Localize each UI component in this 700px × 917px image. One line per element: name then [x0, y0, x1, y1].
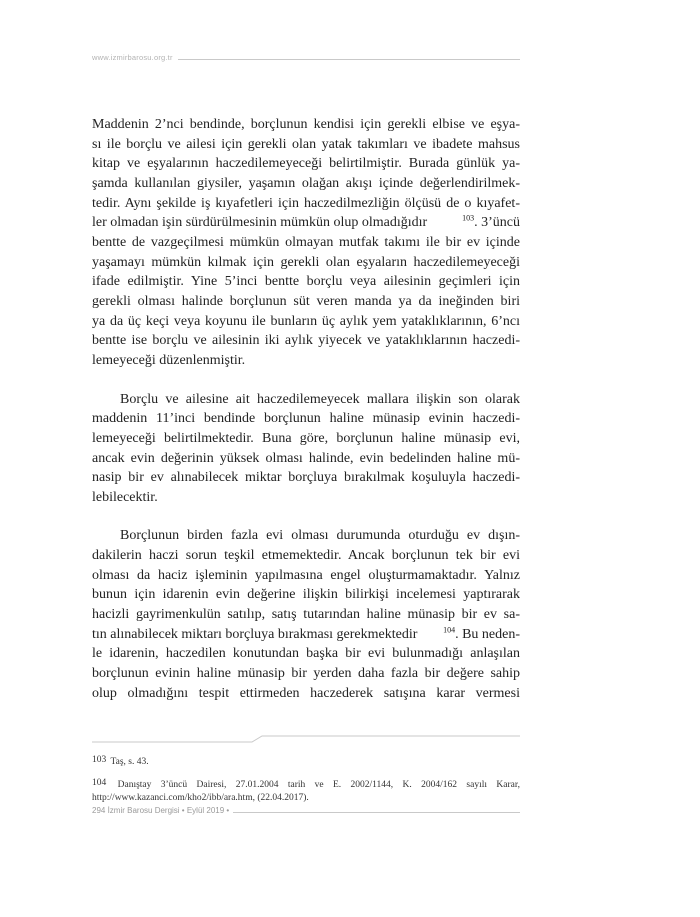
main-text — [92, 115, 520, 703]
text-line: bentte de vazgeçilmesi mümkün olmayan mutfak takımı ile bir ev içinde — [92, 234, 520, 250]
text-line: . Bu neden- — [455, 626, 520, 642]
text-line: lemeyeceği belirtilmektedir. Buna göre, borçlunun haline münasip evi, — [92, 430, 520, 446]
paragraph-3 — [92, 526, 520, 703]
footnote-number: 103 — [92, 755, 107, 765]
text-line: olup olmadığını tespit ettirmeden haczederek satışına karar vermesi — [92, 685, 520, 701]
text-line: kitap ve eşyalarının haczedilemeyeceği belirtilmiştir. Burada günlük ya- — [92, 156, 520, 172]
text-line: ya da üç keçi veya koyunu ile bunların üç aylık yem yataklıklarının, 6’ncı — [92, 313, 520, 329]
text-line: bentte ise borçlu ve ailesinin iki aylık yiyecek ve yataklıklarının haczedi- — [92, 333, 520, 349]
text-line: ifade edilmiştir. Yine 5’inci bentte borçlu veya ailesinin geçimleri için — [92, 274, 520, 290]
paragraph-1 — [92, 115, 520, 371]
text-line: olması da haciz işleminin yapılmasına engel oluşturmamaktadır. Yalnız — [92, 567, 520, 583]
text-line-with-footnote — [92, 213, 520, 233]
text-line: lebilecektir. — [92, 489, 158, 505]
text-line: le idarenin, haczedilen konutundan başka bir evi bulunmadığı anlaşılan — [92, 646, 520, 662]
text-line: borçlunun evinin haline münasip bir yerden daha fazla bir değere sahip — [92, 666, 520, 682]
text-line: sı ile borçlu ve ailesi için gerekli olan yatak takımları ve ibadete mahsus — [92, 136, 520, 152]
page-header — [92, 53, 520, 65]
text-line: dakilerin haczi sorun teşkil etmemektedir. Ancak borçlunun tek bir evi — [92, 548, 520, 564]
footer-text: 294 İzmir Barosu Dergisi • Eylül 2019 • — [92, 806, 233, 815]
footnote-ref-103[interactable]: 103 — [462, 213, 475, 223]
text-line-with-footnote — [92, 625, 520, 645]
text-line: bunun için idarenin evin değerine ilişkin bilirkişi incelemesi yaptırarak — [92, 587, 520, 603]
page-footer — [92, 806, 520, 818]
footnote-separator-line — [92, 734, 520, 744]
footnote-text: Danıştay 3’üncü Dairesi, 27.01.2004 tarih ve E. 2002/1144, K. 2004/162 sayılı Karar, http://www.kazanci.com/kho2/ibb/ara.htm, (22.04.2017). — [92, 780, 520, 803]
header-rule — [178, 59, 520, 60]
text-line: Maddenin 2’nci bendinde, borçlunun kendisi için gerekli elbise ve eşya- — [92, 117, 520, 132]
footnote-separator — [92, 734, 520, 744]
footnote-103 — [92, 754, 520, 769]
text-line: yaşamayı mümkün kılmak için gerekli olan eşyaların haczedilemeyeceği — [92, 254, 520, 270]
text-line: maddenin 11’inci bendinde borçlunun haline münasip evinin haczedi- — [92, 411, 520, 427]
footnote-number: 104 — [92, 778, 107, 788]
header-url: www.izmirbarosu.org.tr — [92, 53, 173, 62]
text-line: . 3’üncü — [474, 215, 520, 231]
text-line: lemeyeceği düzenlenmiştir. — [92, 352, 246, 368]
text-line: nasip bir ev alınabilecek miktar borçluya bırakılmak koşuluyla haczedi- — [92, 470, 520, 486]
text-line: Borçlu ve ailesine ait haczedilemeyecek mallara ilişkin son olarak — [120, 391, 520, 407]
footnote-ref-104[interactable]: 104 — [443, 625, 456, 635]
paragraph-2 — [92, 390, 520, 508]
text-line: Borçlunun birden fazla evi olması durumunda oturduğu ev dışın- — [120, 528, 520, 544]
footnote-104 — [92, 777, 520, 805]
footnotes — [92, 754, 520, 813]
text-line: tedir. Aynı şekilde iş kıyafetleri için haczedilmezliğin ölçüsü de o kıyafet- — [92, 195, 520, 211]
paragraph-gap — [92, 507, 520, 526]
paragraph-gap — [92, 371, 520, 390]
footnote-text: Taş, s. 43. — [110, 757, 149, 767]
text-line: şamda kullanılan giysiler, yaşamın olağan akışı içinde değerlendirilmek- — [92, 175, 520, 191]
text-line: ler olmadan işin sürdürülmesinin mümkün olup olmadığıdır — [92, 215, 428, 231]
text-line: tın alınabilecek miktarı borçluya bırakması gerekmektedir — [92, 626, 418, 642]
text-line: hacizli gayrimenkulün satılıp, satış tutarından haline münasip bir ev sa- — [92, 607, 520, 623]
text-line: ancak evin değerinin yüksek olması halinde, evin bedelinden haline mü- — [92, 450, 520, 466]
text-line: gerekli olması halinde borçlunun süt veren manda ya da ineğinden biri — [92, 293, 520, 309]
